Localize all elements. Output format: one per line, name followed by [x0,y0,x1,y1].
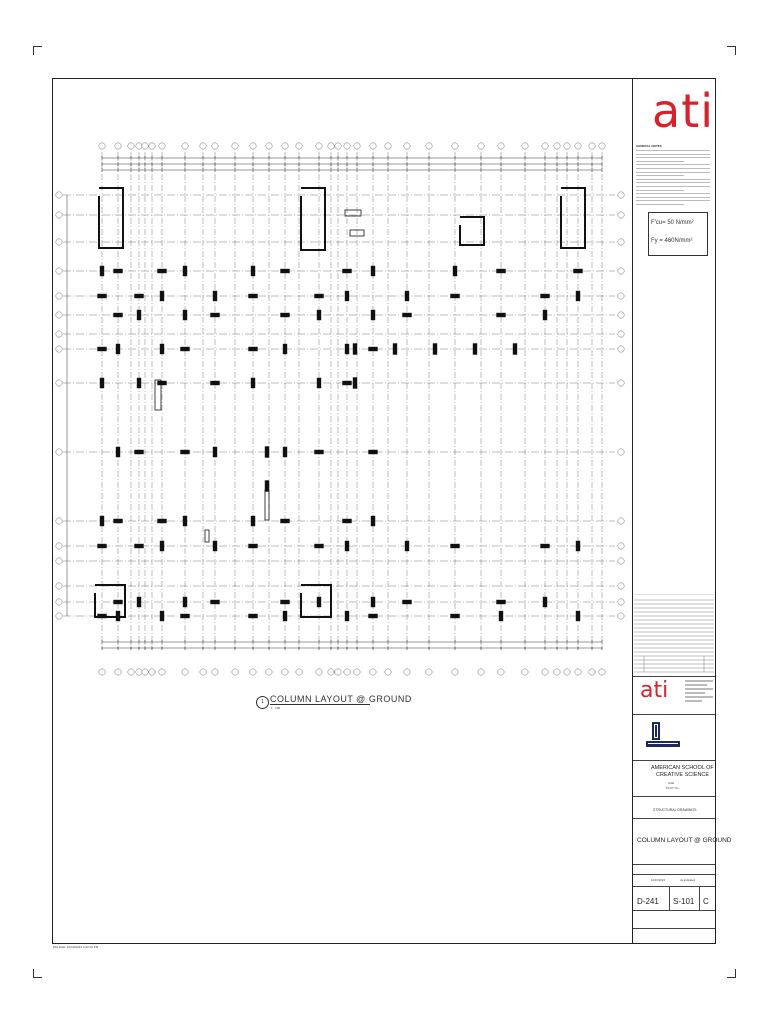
column [354,378,357,388]
grid-bubble [99,669,105,675]
grid-bubble [618,583,624,589]
project-location: UAE [668,781,675,785]
grid-bubble [296,669,302,675]
column [369,615,377,618]
grid-bubble [618,380,624,386]
company-address [685,680,713,704]
column [266,481,269,491]
core-wall [460,217,484,245]
client-logo [644,720,682,750]
column [161,542,164,551]
general-notes-line [636,190,684,191]
column [114,314,122,317]
grid-bubble [452,143,458,149]
column [211,601,219,604]
grid-bubble [452,669,458,675]
discipline-label: STRUCTURAL DRAWINGS [653,808,697,812]
general-notes-line [636,204,684,205]
grid-bubble [56,380,62,386]
tb-divider [633,796,715,797]
grid-bubble [159,669,165,675]
grid-bubble [56,613,62,619]
column [451,295,459,298]
column [284,448,287,457]
general-notes-line [636,186,710,187]
grid-bubble [182,143,188,149]
column [281,601,289,604]
material-spec-box [648,212,708,256]
general-notes-line [636,164,710,165]
column [211,382,219,385]
grid-bubble [498,669,504,675]
grid-bubble [335,143,341,149]
grid-bubble [128,669,134,675]
column [214,542,217,551]
grid-bubble [56,543,62,549]
general-notes-line [636,168,710,169]
drawing-date: 10/10/2023 [651,878,665,882]
tb-divider [633,874,715,875]
grid-bubble [564,669,570,675]
grid-bubble [328,669,334,675]
column [114,520,122,523]
column [101,267,104,276]
revision-table [634,594,714,674]
column [249,615,257,618]
grid-bubble [316,669,322,675]
wall-element [205,530,209,542]
column [158,520,166,523]
grid-bubble [426,143,432,149]
column [184,267,187,276]
grid-bubble [56,518,62,524]
general-notes-line [636,200,710,201]
general-notes-line [636,175,684,176]
grid-bubble [56,346,62,352]
column [343,382,351,385]
general-notes-line [636,150,710,151]
column [346,542,349,551]
grid-bubble [404,669,410,675]
grid-bubble [56,449,62,455]
grid-bubble [354,143,360,149]
column [214,292,217,301]
grid-bubble [618,331,624,337]
column [369,348,377,351]
column [184,517,187,526]
crop-mark-bottom-right [727,969,736,978]
column [114,270,122,273]
grid-bubble [99,143,105,149]
grid-bubble [316,143,322,149]
grid-bubble [542,143,548,149]
column [117,345,120,354]
grid-bubble [56,331,62,337]
column [158,270,166,273]
grid-bubble [212,143,218,149]
column [101,517,104,526]
view-number-bubble: 1 [256,696,269,709]
grid-bubble [56,583,62,589]
column [266,447,269,457]
project-name-line2: CREATIVE SCIENCE [656,772,710,778]
grid-bubble [212,669,218,675]
column [497,314,505,317]
grid-bubble [618,599,624,605]
tb-vdivider [699,886,700,910]
grid-bubble [426,669,432,675]
grid-bubble [618,543,624,549]
grid-bubble [335,669,341,675]
column [138,311,141,320]
column [372,598,375,607]
column [434,344,437,354]
column [403,601,411,604]
column [577,292,580,301]
column [318,311,321,320]
column [343,270,351,273]
column [98,348,106,351]
general-notes-line [636,197,710,198]
grid-bubble [128,143,134,149]
crop-mark-top-left [33,46,42,55]
column [372,517,375,526]
column [281,314,289,317]
grid-bubble [575,669,581,675]
grid-bubble [142,143,148,149]
view-title: COLUMN LAYOUT @ GROUND [270,694,412,704]
grid-bubble [296,143,302,149]
grid-bubble [149,143,155,149]
grid-bubble [200,669,206,675]
tb-divider [633,714,715,715]
column [114,601,122,604]
grid-bubble [56,599,62,605]
column [354,344,357,354]
grid-bubble [542,669,548,675]
grid-bubble [589,669,595,675]
column [117,448,120,457]
crop-mark-bottom-left [33,969,42,978]
column [138,379,141,388]
grid-bubble [618,312,624,318]
column [101,379,104,388]
column [474,344,477,354]
column [346,345,349,354]
column [98,545,106,548]
company-logo-small: ati [640,678,669,703]
column [577,542,580,551]
grid-bubble [522,669,528,675]
grid-bubble [56,239,62,245]
column [181,451,189,454]
view-scale: 1 : 200 [271,706,281,710]
grid-bubble [478,669,484,675]
column [252,267,255,276]
grid-bubble [56,212,62,218]
grid-bubble [142,669,148,675]
tb-divider [633,910,715,911]
general-notes-line [636,157,710,158]
column [284,345,287,354]
core-wall [99,188,123,248]
grid-bubble [282,669,288,675]
column [346,612,349,621]
drawing-number: D-241 [637,897,659,906]
column [284,612,287,621]
drawing-scale: As indicated [680,878,696,882]
grid-bubble [344,669,350,675]
grid-bubble [618,613,624,619]
column [372,267,375,276]
grid-bubble [328,143,334,149]
project-name-line1: AMERICAN SCHOOL OF [651,765,714,771]
grid-bubble [478,143,484,149]
grid-bubble [589,143,595,149]
grid-bubble [250,143,256,149]
column [315,295,323,298]
column [161,612,164,621]
grid-bubble [250,669,256,675]
grid-bubble [370,669,376,675]
general-notes-line [636,193,710,194]
sheet-number: S-101 [673,897,695,906]
column [214,448,217,457]
column [451,615,459,618]
column [135,545,143,548]
grid-bubble [354,669,360,675]
column [544,598,547,607]
column [403,314,411,317]
wall-element [265,490,269,520]
company-logo: ati [652,84,715,138]
column [281,270,289,273]
grid-bubble [618,449,624,455]
grid-bubble [618,558,624,564]
revision-number: C [703,897,709,906]
column [451,545,459,548]
grid-bubble [385,669,391,675]
general-notes-line [636,161,684,162]
grid-bubble [232,669,238,675]
column [369,451,377,454]
grid-bubble [599,669,605,675]
grid-bubble [136,669,142,675]
tb-divider [633,760,715,761]
column [318,379,321,388]
column [281,520,289,523]
column [249,348,257,351]
column [184,311,187,320]
concrete-strength: F'cu= 50 N/mm² [651,220,694,226]
project-plot: PLOT No. [666,786,680,790]
grid-bubble [56,268,62,274]
general-notes-line [636,182,710,183]
general-notes-line [636,179,710,180]
grid-bubble [159,143,165,149]
column [541,545,549,548]
column [181,615,189,618]
column [406,292,409,301]
grid-bubble [56,312,62,318]
column [252,517,255,526]
column [514,344,517,354]
column [135,451,143,454]
column [318,598,321,607]
grid-bubble [554,143,560,149]
grid-bubble [182,669,188,675]
column [315,545,323,548]
grid-bubble [56,192,62,198]
column [249,295,257,298]
grid-bubble [618,346,624,352]
grid-bubble [618,518,624,524]
grid-bubble [266,669,272,675]
column [161,345,164,354]
column [249,545,257,548]
grid-bubble [554,669,560,675]
core-wall [301,585,331,617]
column [500,612,503,621]
tb-divider [633,928,715,929]
grid-bubble [232,143,238,149]
column [574,270,582,273]
grid-bubble [115,143,121,149]
general-notes-line [636,172,710,173]
crop-mark-top-right [727,46,736,55]
grid-bubble [115,669,121,675]
column [544,311,547,320]
grid-bubble [404,143,410,149]
grid-bubble [618,268,624,274]
grid-bubble [56,558,62,564]
grid-bubble [136,143,142,149]
column [181,348,189,351]
grid-bubble [56,293,62,299]
general-notes-line [636,154,710,155]
column [161,292,164,301]
column [252,379,255,388]
column [211,314,219,317]
column [346,292,349,301]
column [343,520,351,523]
grid-bubble [498,143,504,149]
column [454,267,457,276]
tb-divider [633,818,715,819]
column [406,542,409,551]
column-layout-plan [55,130,630,700]
grid-bubble [618,239,624,245]
grid-bubble [618,192,624,198]
column [158,382,166,385]
column [98,295,106,298]
grid-bubble [149,669,155,675]
column [497,601,505,604]
column [184,598,187,607]
grid-bubble [370,143,376,149]
plot-date-stamp: Plot Date: 10/10/2023 4:49:19 PM [53,945,99,949]
column [138,598,141,607]
tb-divider [633,864,715,865]
general-notes-title: GENERAL NOTES [636,144,662,148]
column [497,270,505,273]
grid-bubble [564,143,570,149]
column [541,295,549,298]
tb-divider [633,676,715,677]
column [394,344,397,354]
tb-vdivider [669,886,670,910]
grid-bubble [200,143,206,149]
grid-bubble [599,143,605,149]
grid-bubble [618,212,624,218]
title-block [632,79,715,943]
column [577,612,580,621]
core-wall [561,188,585,248]
tb-divider [633,886,715,887]
grid-bubble [344,143,350,149]
grid-bubble [266,143,272,149]
column [372,311,375,320]
view-title-underline [270,704,370,705]
steel-strength: Fy = 460N/mm² [651,238,693,244]
grid-bubble [385,143,391,149]
drawing-title: COLUMN LAYOUT @ GROUND [637,837,732,844]
grid-bubble [522,143,528,149]
grid-bubble [575,143,581,149]
column [315,451,323,454]
core-wall [301,188,325,250]
column [135,295,143,298]
grid-bubble [618,293,624,299]
grid-bubble [282,143,288,149]
